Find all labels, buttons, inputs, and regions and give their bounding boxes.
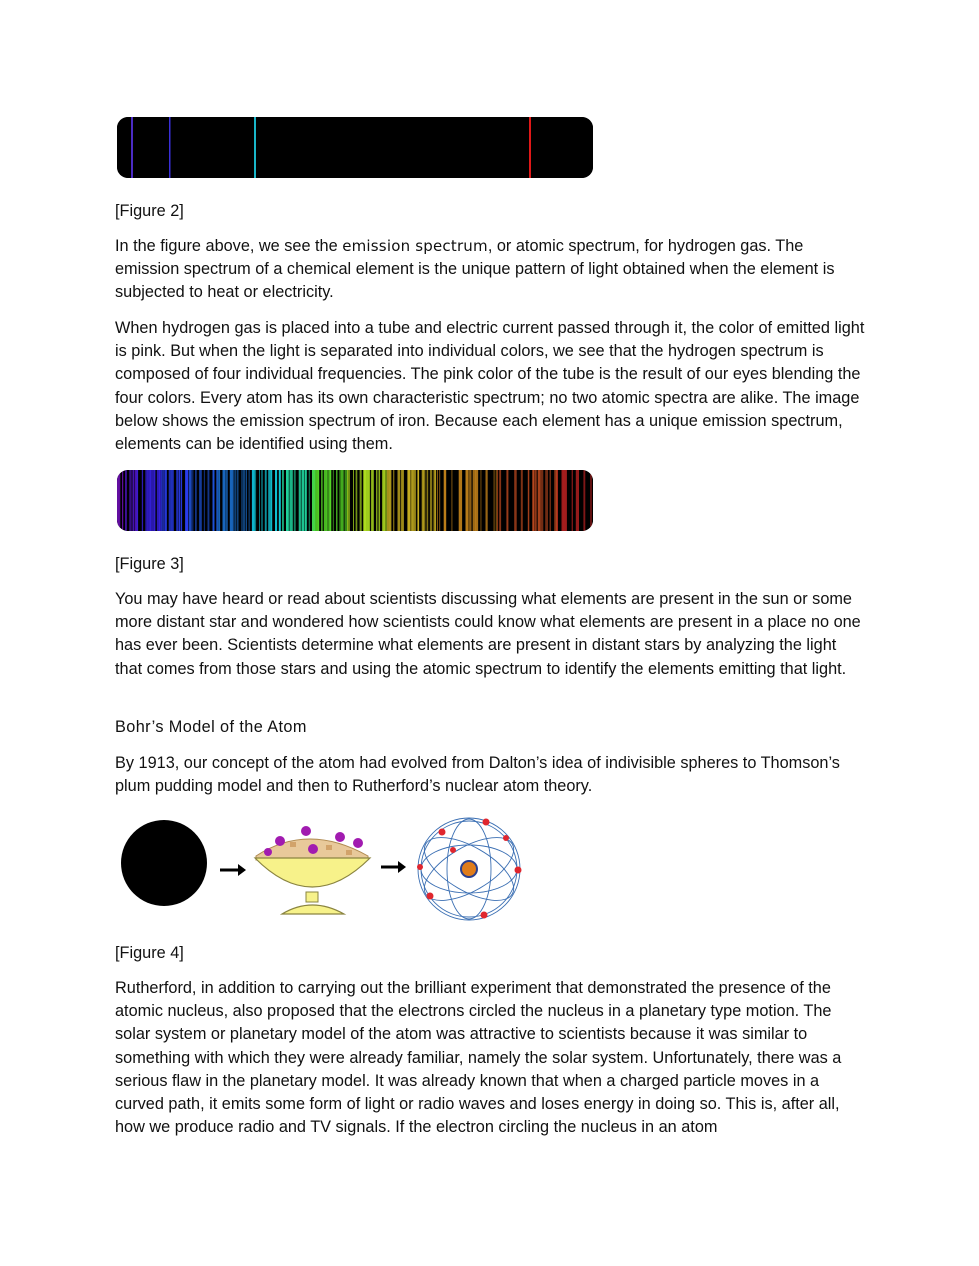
iron-spectral-line (122, 470, 123, 531)
iron-spectral-line (371, 470, 374, 531)
iron-spectral-line (467, 470, 469, 531)
iron-spectral-line (369, 470, 370, 531)
iron-spectral-line (142, 470, 143, 531)
iron-spectral-line (550, 470, 552, 531)
iron-spectral-line (261, 470, 263, 531)
iron-spectral-line (514, 470, 517, 531)
iron-spectral-line (133, 470, 134, 531)
iron-spectral-line (165, 470, 167, 531)
iron-spectral-line (528, 470, 530, 531)
atomic-models-svg (118, 812, 528, 924)
iron-spectral-line (382, 470, 385, 531)
iron-spectral-line (541, 470, 544, 531)
iron-spectral-line (336, 470, 338, 531)
iron-spectral-line (506, 470, 508, 531)
iron-spectral-line (299, 470, 301, 531)
iron-spectral-line (241, 470, 242, 531)
iron-spectral-line (289, 470, 292, 531)
arrow-right-icon (220, 864, 246, 876)
iron-spectral-line (208, 470, 210, 531)
iron-spectral-line (494, 470, 495, 531)
iron-spectral-line (379, 470, 380, 531)
iron-spectral-line (219, 470, 220, 531)
iron-spectrum-svg (117, 470, 593, 531)
iron-spectral-line (317, 470, 319, 531)
iron-spectral-line (398, 470, 401, 531)
iron-spectral-line (415, 470, 416, 531)
iron-spectral-line (117, 470, 119, 531)
iron-spectral-line (356, 470, 358, 531)
iron-spectral-line (161, 470, 164, 531)
iron-spectral-line (135, 470, 137, 531)
iron-spectral-line (246, 470, 247, 531)
iron-spectral-line (189, 470, 192, 531)
iron-spectral-line (435, 470, 436, 531)
iron-spectral-line (393, 470, 394, 531)
iron-spectral-line (572, 470, 573, 531)
iron-spectral-line (333, 470, 334, 531)
iron-spectral-line (152, 470, 155, 531)
paragraph-rutherford-planetary: Rutherford, in addition to carrying out the brilliant experiment that demonstrated the presence of the atomic nucleus, also proposed that the electrons circled the nucleus in a planetary type motion. The solar system or planetary model of the atom was attractive to scientists because it was similar to something with which they were already familiar, namely the solar system. Unfortunately, there was a serious flaw in the planetary model. It was already known that when a charged particle moves in a curved path, it emits some form of light or radio waves and loses energy in doing so. This is, after all, how we produce radio and TV signals. If the electron circling the nucleus in an atom (115, 979, 842, 1137)
iron-spectral-line (169, 470, 172, 531)
arrow-right-icon (381, 861, 406, 873)
hydrogen-line-656 (529, 117, 531, 178)
iron-spectral-line (119, 470, 120, 531)
rutherford-atom-model (415, 818, 524, 920)
iron-spectral-line (430, 470, 432, 531)
iron-spectral-line (376, 470, 378, 531)
iron-spectral-line (137, 470, 138, 531)
iron-spectral-line (583, 470, 585, 531)
iron-spectral-line (347, 470, 348, 531)
iron-spectral-line (469, 470, 471, 531)
hydrogen-spectrum-svg (117, 117, 593, 178)
iron-spectral-line (199, 470, 202, 531)
iron-spectral-line (499, 470, 501, 531)
iron-spectral-line (309, 470, 310, 531)
figure-2-caption: [Figure 2] (115, 202, 184, 220)
iron-spectral-line (252, 470, 255, 531)
iron-spectral-line (439, 470, 440, 531)
iron-spectral-line (302, 470, 305, 531)
hydrogen-spectrum-image (117, 117, 593, 178)
section-heading-bohr-model: Bohr’s Model of the Atom (115, 718, 307, 736)
iron-spectral-line (154, 470, 155, 531)
iron-spectral-line (305, 470, 307, 531)
iron-spectral-line (535, 470, 537, 531)
iron-spectral-line (268, 470, 271, 531)
iron-spectral-line (576, 470, 579, 531)
paragraph-distant-stars: You may have heard or read about scientists discussing what elements are present in the sun or some more distant star and wondered how scientists could know what elements are present in a place no one has ever been. Scientists determine what elements are present in distant stars by analyzing the light that comes from those stars and using the atomic spectrum to identify the elements emitting that light. (115, 590, 861, 678)
iron-spectral-line (407, 470, 410, 531)
iron-spectral-line (237, 470, 238, 531)
iron-spectral-line (150, 470, 152, 531)
iron-spectral-line (195, 470, 196, 531)
iron-spectral-line (481, 470, 482, 531)
iron-spectral-line (176, 470, 178, 531)
iron-spectral-line (363, 470, 366, 531)
iron-spectral-line (192, 470, 193, 531)
p1-text-a: In the figure above, we see the (115, 237, 343, 255)
iron-spectral-line (204, 470, 205, 531)
iron-spectral-line (259, 470, 260, 531)
figure-4-caption: [Figure 4] (115, 944, 184, 962)
paragraph-atom-concept: By 1913, our concept of the atom had evolved from Dalton’s idea of indivisible spheres to Thomson’s plum pudding model and then to Rutherford’s nuclear atom theory. (115, 754, 840, 796)
atomic-models-image (118, 812, 528, 924)
iron-spectral-line (324, 470, 327, 531)
hydrogen-line-410 (131, 117, 133, 178)
iron-spectral-line (275, 470, 277, 531)
iron-spectral-line (341, 470, 344, 531)
iron-spectral-line (232, 470, 234, 531)
iron-spectral-line (390, 470, 392, 531)
iron-spectral-line (234, 470, 236, 531)
plum-pudding-model (255, 826, 370, 914)
iron-spectral-line (366, 470, 369, 531)
iron-spectral-line (590, 470, 591, 531)
iron-spectral-line (477, 470, 478, 531)
iron-spectral-line (360, 470, 362, 531)
iron-spectral-line (557, 470, 558, 531)
iron-spectral-line (353, 470, 354, 531)
iron-spectral-line (125, 470, 127, 531)
iron-spectral-line (423, 470, 425, 531)
iron-spectral-line (403, 470, 404, 531)
iron-spectral-line (349, 470, 350, 531)
iron-spectral-line (417, 470, 419, 531)
iron-spectral-line (286, 470, 289, 531)
iron-spectral-line (213, 470, 215, 531)
iron-spectral-line (249, 470, 250, 531)
iron-spectral-line (172, 470, 174, 531)
iron-spectral-line (279, 470, 281, 531)
paragraph-emission-spectrum (115, 235, 865, 305)
iron-spectral-line (271, 470, 272, 531)
iron-spectral-line (129, 470, 132, 531)
iron-spectral-line (254, 470, 256, 531)
iron-spectral-line (179, 470, 180, 531)
emission-spectrum-term: emission spectrum (342, 237, 488, 255)
iron-spectral-line (181, 470, 183, 531)
iron-spectral-line (223, 470, 226, 531)
iron-spectral-line (294, 470, 296, 531)
iron-spectral-line (185, 470, 188, 531)
hydrogen-line-434 (169, 117, 171, 178)
iron-spectral-line (564, 470, 567, 531)
iron-spectral-line (486, 470, 488, 531)
hydrogen-line-486 (254, 117, 256, 178)
iron-spectral-line (227, 470, 228, 531)
p1-text-b: , or atomic spectrum, for hydrogen gas. The emission spectrum of a chemical element is the unique pattern of light obtained when the element is subjected to heat or electricity. (115, 237, 835, 302)
iron-spectrum-image (117, 470, 593, 531)
iron-spectral-line (339, 470, 341, 531)
iron-spectral-line (459, 470, 462, 531)
figure-3-caption: [Figure 3] (115, 555, 184, 573)
iron-spectral-line (538, 470, 541, 531)
iron-spectral-line (437, 470, 438, 531)
iron-spectral-line (265, 470, 267, 531)
iron-spectral-line (451, 470, 452, 531)
paragraph-hydrogen-tube: When hydrogen gas is placed into a tube and electric current passed through it, the color of emitted light is pink. But when the light is separated into individual colors, we see that the hydrogen spectrum is composed of four individual frequencies. The pink color of the tube is the result of our eyes blending the four colors. Every atom has its own characteristic spectrum; no two atomic spectra are alike. The image below shows the emission spectrum of iron. Because each element has a unique emission spectrum, elements can be identified using them. (115, 319, 865, 454)
iron-spectral-line (444, 470, 447, 531)
iron-spectral-line (327, 470, 330, 531)
iron-spectral-line (385, 470, 387, 531)
iron-spectral-line (521, 470, 523, 531)
iron-spectral-line (282, 470, 284, 531)
dalton-sphere (121, 820, 207, 906)
iron-spectral-line (545, 470, 548, 531)
iron-spectral-line (329, 470, 331, 531)
iron-spectral-line (427, 470, 429, 531)
iron-spectral-line (243, 470, 245, 531)
iron-spectral-line (532, 470, 534, 531)
iron-spectral-line (321, 470, 322, 531)
iron-spectral-line (496, 470, 497, 531)
iron-spectral-line (497, 470, 498, 531)
